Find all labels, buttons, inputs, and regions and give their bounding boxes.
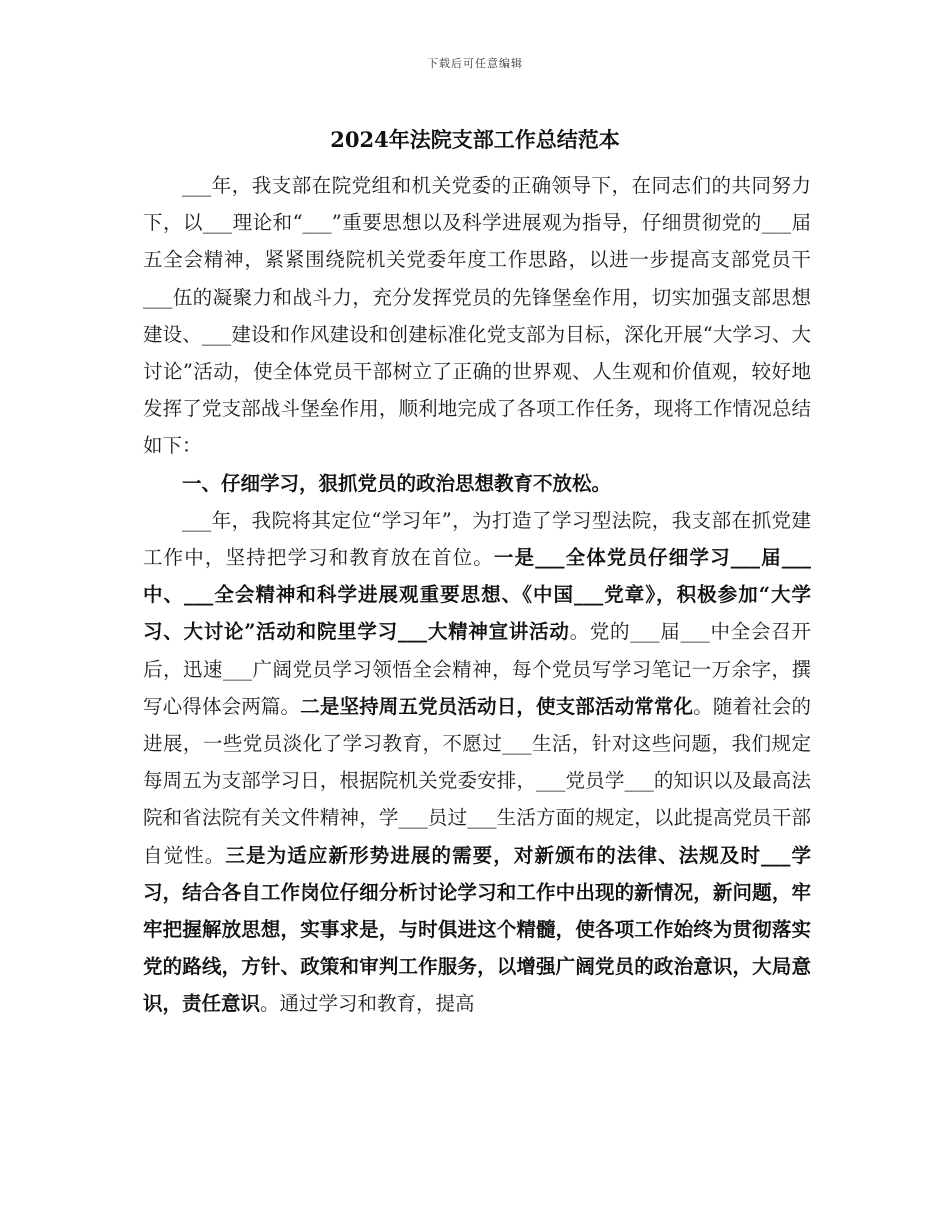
paragraph-text: 。党的___届___中全会召开后，迅速___广阔党员学习领悟全会精神，每个党员写学习笔记一万余字，撰写心得体会两篇。 (143, 620, 811, 718)
paragraph-text: 。通过学习和教育，提高 (260, 992, 475, 1016)
document-body (143, 167, 811, 1023)
page-header-note: 下载后可任意编辑 (427, 57, 523, 70)
emphasis-point-one: 一是___全体党员仔细学习___届___中、___全会精神和科学进展观重要思想、《中国___党章》，积极参加“大学习、大讨论”活动和院里学习___大精神宣讲活动 (143, 546, 811, 644)
paragraph-text: 。随着社会的进展，一些党员淡化了学习教育，不愿过___生活，针对这些问题，我们规定每周五为支部学习日，根据院机关党委安排，___党员学___的知识以及最高法院和省法院有关文件精神，学___员过___生活方面的规定，以此提高党员干部自觉性。 (143, 694, 811, 867)
intro-paragraph: ___年，我支部在院党组和机关党委的正确领导下，在同志们的共同努力下，以___理论和“___”重要思想以及科学进展观为指导，仔细贯彻党的___届五全会精神，紧紧围绕院机关党委年度工作思路，以进一步提高支部党员干___伍的凝聚力和战斗力，充分发挥党员的先锋堡垒作用，切实加强支部思想建设、___建设和作风建设和创建标准化党支部为目标，深化开展“大学习、大讨论”活动，使全体党员干部树立了正确的世界观、人生观和价值观，较好地发挥了党支部战斗堡垒作用，顺利地完成了各项工作任务，现将工作情况总结如下： (143, 174, 811, 458)
emphasis-point-two: 二是坚持周五党员活动日，使支部活动常常化 (300, 694, 694, 718)
section-1-paragraph (143, 502, 811, 1023)
section-heading-1: 一、仔细学习，狠抓党员的政治思想教育不放松。 (182, 471, 612, 495)
paragraph-text: ___年，我院将其定位“学习年”，为打造了学习型法院，我支部在抓党建工作中，坚持把学习和教育放在首位。 (143, 508, 811, 570)
emphasis-point-three: 三是为适应新形势进展的需要，对新颁布的法律、法规及时___学习，结合各自工作岗位仔细分析讨论学习和工作中出现的新情况，新问题，牢牢把握解放思想，实事求是，与时俱进这个精髓，使各项工作始终为贯彻落实党的路线，方针、政策和审判工作服务，以增强广阔党员的政治意识，大局意识，责任意识 (143, 843, 811, 1016)
document-title: 2024年法院支部工作总结范本 (330, 127, 620, 152)
